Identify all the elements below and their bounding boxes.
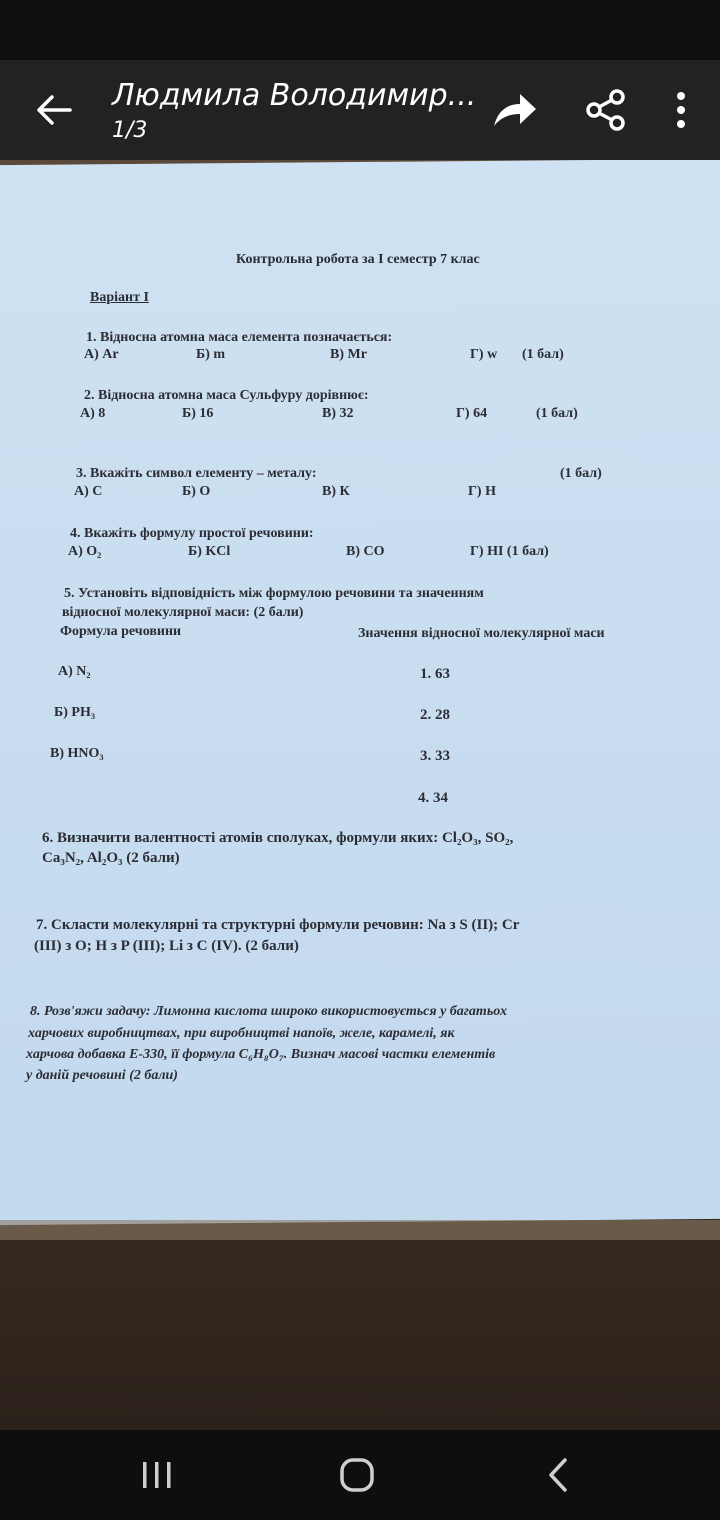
nav-back-icon[interactable] [545,1456,571,1494]
document-heading: Контрольна робота за І семестр 7 клас [236,252,480,267]
paper-edge [0,1220,720,1240]
q5-right-item: 1. 63 [420,666,450,682]
q1-option-a: А) Ar [84,347,119,362]
q4-option-d: Г) HI (1 бал) [470,544,549,559]
q5-line-1: 5. Установіть відповідність між формулою речовини та значенням [64,586,484,601]
q1-option-b: Б) m [196,347,226,362]
q4-text: 4. Вкажіть формулу простої речовини: [70,526,314,541]
q5-col-right: Значення відносної молекулярної маси [358,626,605,641]
more-options-icon[interactable] [666,88,696,132]
document-photo[interactable] [0,159,720,1225]
q4-option-a: А) O₂ [68,544,102,559]
q5-col-left: Формула речовини [60,624,182,639]
q5-right-item: 3. 33 [420,748,450,764]
share-icon[interactable] [584,88,628,132]
q4-option-b: Б) KCl [188,544,231,559]
q2-option-b: Б) 16 [182,406,214,421]
q2-option-a: А) 8 [80,406,106,421]
q8-line-3: харчова добавка Е-330, її формула C₆H₈O₇. Визнач масові частки елементів [26,1047,496,1062]
q2-text: 2. Відносна атомна маса Сульфуру дорівнює: [84,388,369,403]
q5-left-item: А) N₂ [58,664,91,679]
q5-left-item: В) HNO₃ [50,746,104,761]
q3-option-c: В) К [322,484,350,499]
q2-option-d: Г) 64 [456,406,488,421]
sender-name: Людмила Володимир... [112,78,477,113]
q8-line-2: харчових виробництвах, при виробництві напоїв, желе, карамелі, як [28,1026,455,1041]
forward-icon[interactable] [490,88,538,132]
q5-left-item: Б) PH₃ [54,705,96,720]
q7-line-1: 7. Скласти молекулярні та структурні формули речовин: Na з S (II); Cr [36,917,520,933]
q8-line-4: у даній речовині (2 бали) [26,1068,178,1083]
q1-text: 1. Відносна атомна маса елемента позначається: [86,330,393,345]
q6-line-1: 6. Визначити валентності атомів сполуках, формули яких: Cl₂O₃, SO₂, [42,830,514,846]
q5-line-2: відносної молекулярної маси: (2 бали) [62,605,304,620]
q3-text: 3. Вкажіть символ елементу – металу: [76,466,317,481]
recent-apps-icon[interactable] [140,1458,174,1492]
q1-points: (1 бал) [522,347,564,362]
q2-option-c: В) 32 [322,406,354,421]
q5-right-item: 2. 28 [420,707,450,723]
q4-option-c: В) CO [346,544,385,559]
q1-option-c: В) Mr [330,347,367,362]
q7-line-2: (III) з O; H з P (III); Li з C (IV). (2 бали) [34,938,299,954]
back-arrow-icon[interactable] [32,88,76,132]
q3-option-a: А) С [74,484,103,499]
q8-line-1: 8. Розв'яжи задачу: Лимонна кислота широко використовується у багатьох [30,1004,507,1019]
q3-option-d: Г) Н [468,484,496,499]
q5-right-item: 4. 34 [418,790,448,806]
image-counter: 1/3 [112,118,148,143]
q1-option-d: Г) w [470,347,498,362]
variant-label: Варіант І [90,290,149,305]
q6-line-2: Ca₃N₂, Al₂O₃ (2 бали) [42,850,180,866]
q3-points: (1 бал) [560,466,602,481]
q3-option-b: Б) О [182,484,211,499]
status-bar [0,0,720,60]
home-icon[interactable] [338,1456,376,1494]
q2-points: (1 бал) [536,406,578,421]
